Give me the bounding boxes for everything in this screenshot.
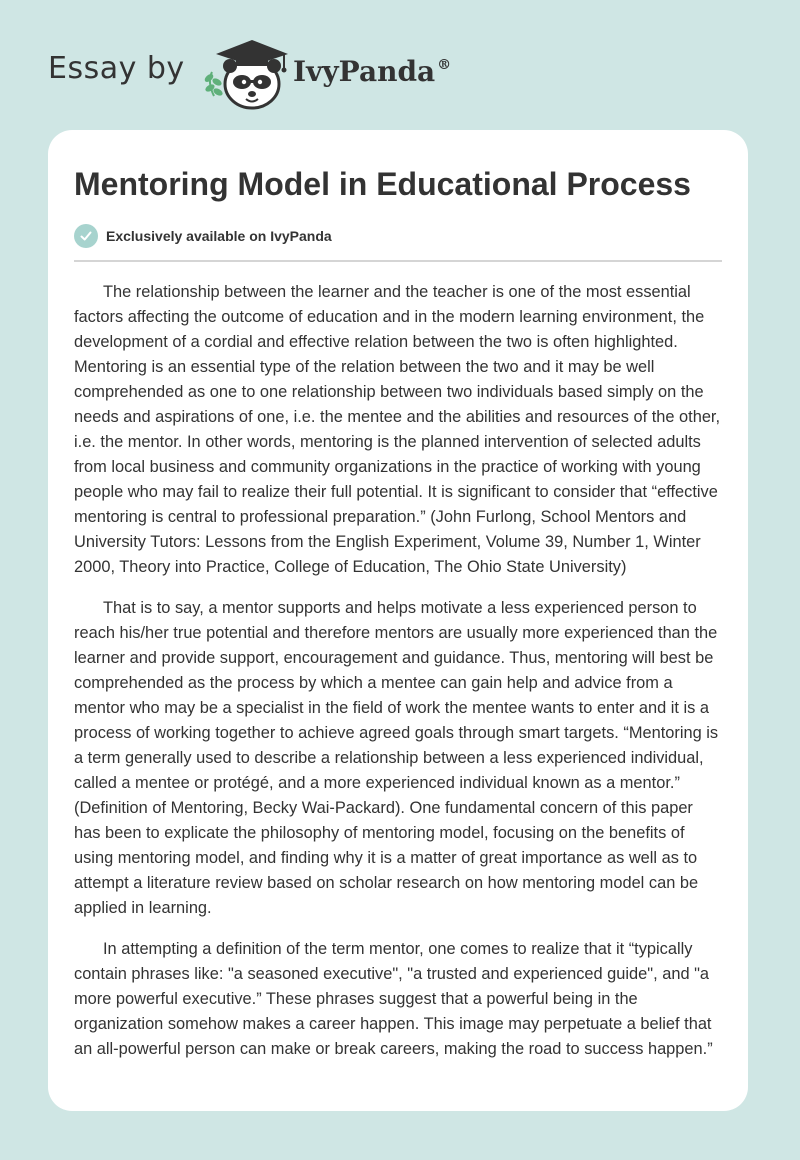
- essay-body: [74, 280, 722, 1062]
- paragraph: The relationship between the learner and the teacher is one of the most essential factors affecting the outcome of education and in the modern learning environment, the development of a cordial and effective relation between the two is often highlighted. Mentoring is an essential type of the relation between the two and it may be well comprehended as one to one relationship between two individuals based simply on the needs and aspirations of one, i.e. the mentee and the abilities and resources of the other, i.e. the mentor. In other words, mentoring is the planned intervention of selected adults from local business and community organizations in the practice of working with young people who may fail to realize their full potential. It is significant to consider that “effective mentoring is central to professional preparation.” (John Furlong, School Mentors and University Tutors: Lessons from the English Experiment, Volume 39, Number 1, Winter 2000, Theory into Practice, College of Education, The Ohio State University): [74, 283, 721, 576]
- paragraph: In attempting a definition of the term mentor, one comes to realize that it “typically contain phrases like: "a seasoned executive", "a trusted and experienced guide", and "a more powerful executive.” These phrases suggest that a powerful being in the organization somehow makes a career happen. This image may perpetuate a belief that an all-powerful person can make or break careers, making the road to success happen.”: [74, 940, 713, 1058]
- exclusive-badge: [74, 223, 722, 249]
- page-title: Mentoring Model in Educational Process: [74, 166, 691, 202]
- site-header: [0, 0, 800, 130]
- checkmark-icon: [74, 224, 98, 248]
- registered-mark: ®: [437, 56, 452, 73]
- essay-by-label: Essay by: [48, 51, 185, 86]
- divider: [74, 260, 722, 262]
- panda-graduate-logo-icon[interactable]: [200, 34, 290, 110]
- brand-name[interactable]: IvyPanda ®: [293, 55, 452, 88]
- essay-card: [48, 130, 748, 1111]
- leaf-icon: [203, 72, 224, 97]
- exclusive-badge-text: Exclusively available on IvyPanda: [106, 228, 332, 244]
- paragraph: That is to say, a mentor supports and helps motivate a less experienced person to reach his/her true potential and therefore mentors are usually more experienced than the learner and provide support, encouragement and guidance. Thus, mentoring will best be comprehended as the process by which a mentee can gain help and advice from a mentor who may be a specialist in the field of work the mentee wants to enter and it is a process of working together to achieve agreed goals through smart targets. “Mentoring is a term generally used to describe a relationship between a less experienced individual, called a mentee or protégé, and a more experienced individual known as a mentor.” (Definition of Mentoring, Becky Wai-Packard). One fundamental concern of this paper has been to explicate the philosophy of mentoring model, focusing on the benefits of using mentoring model, and finding why it is a matter of great importance as well as to attempt a literature review based on scholar research on how mentoring model can be applied in learning.: [74, 599, 719, 917]
